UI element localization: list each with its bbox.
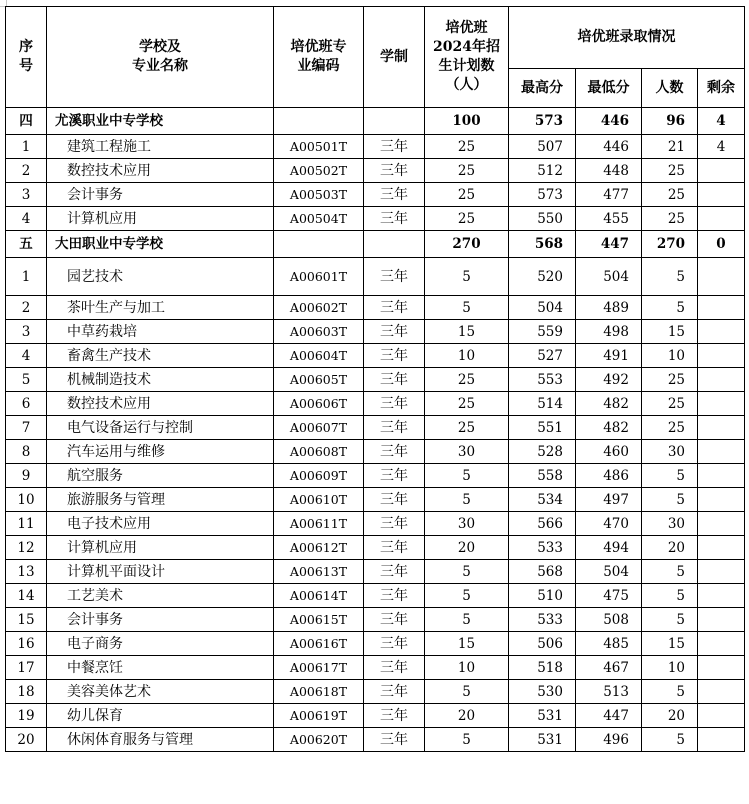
header-name: 学校及 专业名称 (47, 7, 274, 108)
major-remaining (698, 584, 745, 608)
major-min-score: 504 (576, 560, 642, 584)
major-seq: 2 (6, 296, 47, 320)
major-name: 电子技术应用 (47, 512, 274, 536)
school-remaining: 0 (698, 231, 745, 258)
major-count: 5 (642, 728, 698, 752)
header-admission-group: 培优班录取情况 (509, 7, 745, 69)
major-min-score: 513 (576, 680, 642, 704)
major-count: 30 (642, 440, 698, 464)
major-max-score: 530 (509, 680, 576, 704)
major-max-score: 520 (509, 258, 576, 296)
header-seq: 序号 (6, 7, 47, 108)
school-max-score: 568 (509, 231, 576, 258)
major-seq: 3 (6, 320, 47, 344)
major-system: 三年 (364, 392, 425, 416)
major-plan: 25 (425, 392, 509, 416)
major-count: 5 (642, 584, 698, 608)
major-count: 10 (642, 344, 698, 368)
major-code: A00501T (274, 135, 364, 159)
major-count: 15 (642, 320, 698, 344)
major-name: 电子商务 (47, 632, 274, 656)
major-code: A00610T (274, 488, 364, 512)
table-row (6, 632, 745, 656)
major-seq: 1 (6, 135, 47, 159)
school-min-score: 447 (576, 231, 642, 258)
major-system: 三年 (364, 704, 425, 728)
major-code: A00620T (274, 728, 364, 752)
major-name: 会计事务 (47, 183, 274, 207)
major-remaining (698, 680, 745, 704)
school-remaining: 4 (698, 108, 745, 135)
table-row (6, 159, 745, 183)
major-max-score: 531 (509, 728, 576, 752)
major-system: 三年 (364, 584, 425, 608)
major-plan: 25 (425, 368, 509, 392)
school-system-empty (364, 231, 425, 258)
major-min-score: 455 (576, 207, 642, 231)
major-system: 三年 (364, 159, 425, 183)
major-seq: 4 (6, 207, 47, 231)
major-remaining (698, 392, 745, 416)
major-min-score: 482 (576, 416, 642, 440)
major-count: 5 (642, 680, 698, 704)
major-code: A00602T (274, 296, 364, 320)
major-count: 25 (642, 416, 698, 440)
major-min-score: 470 (576, 512, 642, 536)
table-row (6, 584, 745, 608)
major-remaining (698, 368, 745, 392)
header-code: 培优班专 业编码 (274, 7, 364, 108)
major-seq: 14 (6, 584, 47, 608)
major-remaining (698, 464, 745, 488)
major-seq: 11 (6, 512, 47, 536)
major-seq: 18 (6, 680, 47, 704)
table-row (6, 704, 745, 728)
table-row (6, 416, 745, 440)
table-body (6, 108, 745, 752)
header-max-score: 最高分 (509, 69, 576, 108)
major-code: A00615T (274, 608, 364, 632)
major-remaining (698, 416, 745, 440)
major-seq: 20 (6, 728, 47, 752)
major-count: 5 (642, 560, 698, 584)
major-system: 三年 (364, 656, 425, 680)
major-seq: 6 (6, 392, 47, 416)
major-system: 三年 (364, 440, 425, 464)
major-min-score: 467 (576, 656, 642, 680)
major-plan: 5 (425, 608, 509, 632)
major-count: 21 (642, 135, 698, 159)
table-row (6, 258, 745, 296)
major-plan: 15 (425, 632, 509, 656)
major-name: 机械制造技术 (47, 368, 274, 392)
school-plan: 100 (425, 108, 509, 135)
major-seq: 12 (6, 536, 47, 560)
major-name: 旅游服务与管理 (47, 488, 274, 512)
major-plan: 5 (425, 680, 509, 704)
major-plan: 20 (425, 704, 509, 728)
major-max-score: 518 (509, 656, 576, 680)
major-remaining (698, 344, 745, 368)
major-plan: 5 (425, 488, 509, 512)
school-system-empty (364, 108, 425, 135)
major-seq: 15 (6, 608, 47, 632)
major-system: 三年 (364, 368, 425, 392)
major-system: 三年 (364, 728, 425, 752)
major-name: 计算机应用 (47, 536, 274, 560)
major-plan: 5 (425, 584, 509, 608)
major-remaining (698, 183, 745, 207)
school-seq: 四 (6, 108, 47, 135)
major-code: A00607T (274, 416, 364, 440)
major-min-score: 477 (576, 183, 642, 207)
major-seq: 7 (6, 416, 47, 440)
major-code: A00503T (274, 183, 364, 207)
major-count: 25 (642, 159, 698, 183)
major-remaining (698, 207, 745, 231)
major-min-score: 447 (576, 704, 642, 728)
header-remaining: 剩余 (698, 69, 745, 108)
major-remaining (698, 656, 745, 680)
table-row (6, 608, 745, 632)
major-plan: 15 (425, 320, 509, 344)
major-plan: 30 (425, 512, 509, 536)
school-name: 大田职业中专学校 (47, 231, 274, 258)
table-row (6, 296, 745, 320)
major-plan: 5 (425, 560, 509, 584)
major-count: 30 (642, 512, 698, 536)
major-count: 15 (642, 632, 698, 656)
major-seq: 3 (6, 183, 47, 207)
major-max-score: 550 (509, 207, 576, 231)
major-remaining (698, 728, 745, 752)
major-code: A00609T (274, 464, 364, 488)
major-plan: 5 (425, 464, 509, 488)
major-name: 建筑工程施工 (47, 135, 274, 159)
major-max-score: 528 (509, 440, 576, 464)
admission-table (5, 6, 745, 752)
major-name: 中草药栽培 (47, 320, 274, 344)
major-max-score: 534 (509, 488, 576, 512)
major-min-score: 494 (576, 536, 642, 560)
major-seq: 1 (6, 258, 47, 296)
school-row (6, 231, 745, 258)
table-row (6, 207, 745, 231)
major-max-score: 527 (509, 344, 576, 368)
major-system: 三年 (364, 258, 425, 296)
major-code: A00616T (274, 632, 364, 656)
major-count: 25 (642, 207, 698, 231)
major-name: 数控技术应用 (47, 159, 274, 183)
major-seq: 9 (6, 464, 47, 488)
header-system: 学制 (364, 7, 425, 108)
major-max-score: 507 (509, 135, 576, 159)
table-row (6, 320, 745, 344)
major-plan: 10 (425, 344, 509, 368)
major-plan: 25 (425, 416, 509, 440)
major-remaining (698, 536, 745, 560)
major-count: 25 (642, 183, 698, 207)
major-remaining (698, 704, 745, 728)
school-max-score: 573 (509, 108, 576, 135)
school-code-empty (274, 231, 364, 258)
major-name: 计算机应用 (47, 207, 274, 231)
major-name: 中餐烹饪 (47, 656, 274, 680)
major-plan: 5 (425, 296, 509, 320)
major-max-score: 512 (509, 159, 576, 183)
major-system: 三年 (364, 183, 425, 207)
major-system: 三年 (364, 560, 425, 584)
major-seq: 5 (6, 368, 47, 392)
major-plan: 25 (425, 159, 509, 183)
major-max-score: 506 (509, 632, 576, 656)
table-row (6, 135, 745, 159)
major-min-score: 448 (576, 159, 642, 183)
major-seq: 16 (6, 632, 47, 656)
school-min-score: 446 (576, 108, 642, 135)
header-count: 人数 (642, 69, 698, 108)
major-count: 20 (642, 704, 698, 728)
major-max-score: 514 (509, 392, 576, 416)
major-min-score: 460 (576, 440, 642, 464)
major-plan: 25 (425, 135, 509, 159)
major-code: A00612T (274, 536, 364, 560)
major-code: A00613T (274, 560, 364, 584)
major-system: 三年 (364, 207, 425, 231)
major-remaining (698, 440, 745, 464)
major-max-score: 558 (509, 464, 576, 488)
major-plan: 5 (425, 728, 509, 752)
header-plan: 培优班 2024年招 生计划数 （人） (425, 7, 509, 108)
major-seq: 2 (6, 159, 47, 183)
major-remaining (698, 632, 745, 656)
major-code: A00614T (274, 584, 364, 608)
table-row (6, 464, 745, 488)
major-min-score: 492 (576, 368, 642, 392)
major-code: A00603T (274, 320, 364, 344)
major-name: 美容美体艺术 (47, 680, 274, 704)
school-row (6, 108, 745, 135)
major-system: 三年 (364, 632, 425, 656)
major-min-score: 497 (576, 488, 642, 512)
major-remaining (698, 608, 745, 632)
major-name: 工艺美术 (47, 584, 274, 608)
major-code: A00502T (274, 159, 364, 183)
major-remaining (698, 159, 745, 183)
major-code: A00504T (274, 207, 364, 231)
major-name: 汽车运用与维修 (47, 440, 274, 464)
major-remaining: 4 (698, 135, 745, 159)
major-remaining (698, 320, 745, 344)
table-row (6, 728, 745, 752)
major-count: 25 (642, 392, 698, 416)
major-system: 三年 (364, 512, 425, 536)
major-system: 三年 (364, 464, 425, 488)
major-system: 三年 (364, 608, 425, 632)
major-code: A00605T (274, 368, 364, 392)
major-min-score: 504 (576, 258, 642, 296)
major-name: 园艺技术 (47, 258, 274, 296)
table-row (6, 680, 745, 704)
major-name: 数控技术应用 (47, 392, 274, 416)
major-count: 5 (642, 258, 698, 296)
table-row (6, 512, 745, 536)
major-count: 5 (642, 488, 698, 512)
major-seq: 17 (6, 656, 47, 680)
major-min-score: 486 (576, 464, 642, 488)
major-min-score: 475 (576, 584, 642, 608)
table-row (6, 344, 745, 368)
major-name: 会计事务 (47, 608, 274, 632)
major-code: A00604T (274, 344, 364, 368)
major-system: 三年 (364, 488, 425, 512)
major-min-score: 496 (576, 728, 642, 752)
major-max-score: 559 (509, 320, 576, 344)
major-count: 5 (642, 608, 698, 632)
table-header (6, 7, 745, 108)
school-seq: 五 (6, 231, 47, 258)
major-min-score: 485 (576, 632, 642, 656)
major-system: 三年 (364, 320, 425, 344)
school-count: 270 (642, 231, 698, 258)
major-seq: 10 (6, 488, 47, 512)
school-count: 96 (642, 108, 698, 135)
major-plan: 25 (425, 183, 509, 207)
major-min-score: 491 (576, 344, 642, 368)
table-row (6, 560, 745, 584)
table-row (6, 440, 745, 464)
table-row (6, 183, 745, 207)
major-system: 三年 (364, 536, 425, 560)
major-plan: 25 (425, 207, 509, 231)
major-min-score: 482 (576, 392, 642, 416)
major-name: 航空服务 (47, 464, 274, 488)
major-code: A00611T (274, 512, 364, 536)
major-max-score: 510 (509, 584, 576, 608)
major-count: 20 (642, 536, 698, 560)
major-count: 5 (642, 464, 698, 488)
major-system: 三年 (364, 296, 425, 320)
major-system: 三年 (364, 135, 425, 159)
major-code: A00601T (274, 258, 364, 296)
major-remaining (698, 488, 745, 512)
major-min-score: 489 (576, 296, 642, 320)
major-code: A00608T (274, 440, 364, 464)
major-system: 三年 (364, 680, 425, 704)
school-name: 尤溪职业中专学校 (47, 108, 274, 135)
major-count: 25 (642, 368, 698, 392)
major-plan: 20 (425, 536, 509, 560)
major-seq: 4 (6, 344, 47, 368)
major-count: 10 (642, 656, 698, 680)
major-max-score: 551 (509, 416, 576, 440)
table-row (6, 392, 745, 416)
major-name: 幼儿保育 (47, 704, 274, 728)
major-name: 休闲体育服务与管理 (47, 728, 274, 752)
major-max-score: 553 (509, 368, 576, 392)
major-code: A00618T (274, 680, 364, 704)
major-count: 5 (642, 296, 698, 320)
major-max-score: 504 (509, 296, 576, 320)
major-name: 畜禽生产技术 (47, 344, 274, 368)
table-row (6, 656, 745, 680)
major-remaining (698, 560, 745, 584)
major-name: 茶叶生产与加工 (47, 296, 274, 320)
major-max-score: 533 (509, 536, 576, 560)
major-plan: 30 (425, 440, 509, 464)
major-max-score: 568 (509, 560, 576, 584)
major-seq: 13 (6, 560, 47, 584)
major-min-score: 508 (576, 608, 642, 632)
major-max-score: 533 (509, 608, 576, 632)
major-system: 三年 (364, 416, 425, 440)
major-code: A00606T (274, 392, 364, 416)
major-name: 电气设备运行与控制 (47, 416, 274, 440)
major-min-score: 446 (576, 135, 642, 159)
header-min-score: 最低分 (576, 69, 642, 108)
major-remaining (698, 258, 745, 296)
major-max-score: 566 (509, 512, 576, 536)
school-plan: 270 (425, 231, 509, 258)
table-row (6, 536, 745, 560)
major-remaining (698, 512, 745, 536)
major-min-score: 498 (576, 320, 642, 344)
major-seq: 19 (6, 704, 47, 728)
major-name: 计算机平面设计 (47, 560, 274, 584)
school-code-empty (274, 108, 364, 135)
major-system: 三年 (364, 344, 425, 368)
major-code: A00619T (274, 704, 364, 728)
major-code: A00617T (274, 656, 364, 680)
major-remaining (698, 296, 745, 320)
table-row (6, 368, 745, 392)
major-max-score: 573 (509, 183, 576, 207)
major-plan: 5 (425, 258, 509, 296)
major-max-score: 531 (509, 704, 576, 728)
table-row (6, 488, 745, 512)
major-plan: 10 (425, 656, 509, 680)
major-seq: 8 (6, 440, 47, 464)
